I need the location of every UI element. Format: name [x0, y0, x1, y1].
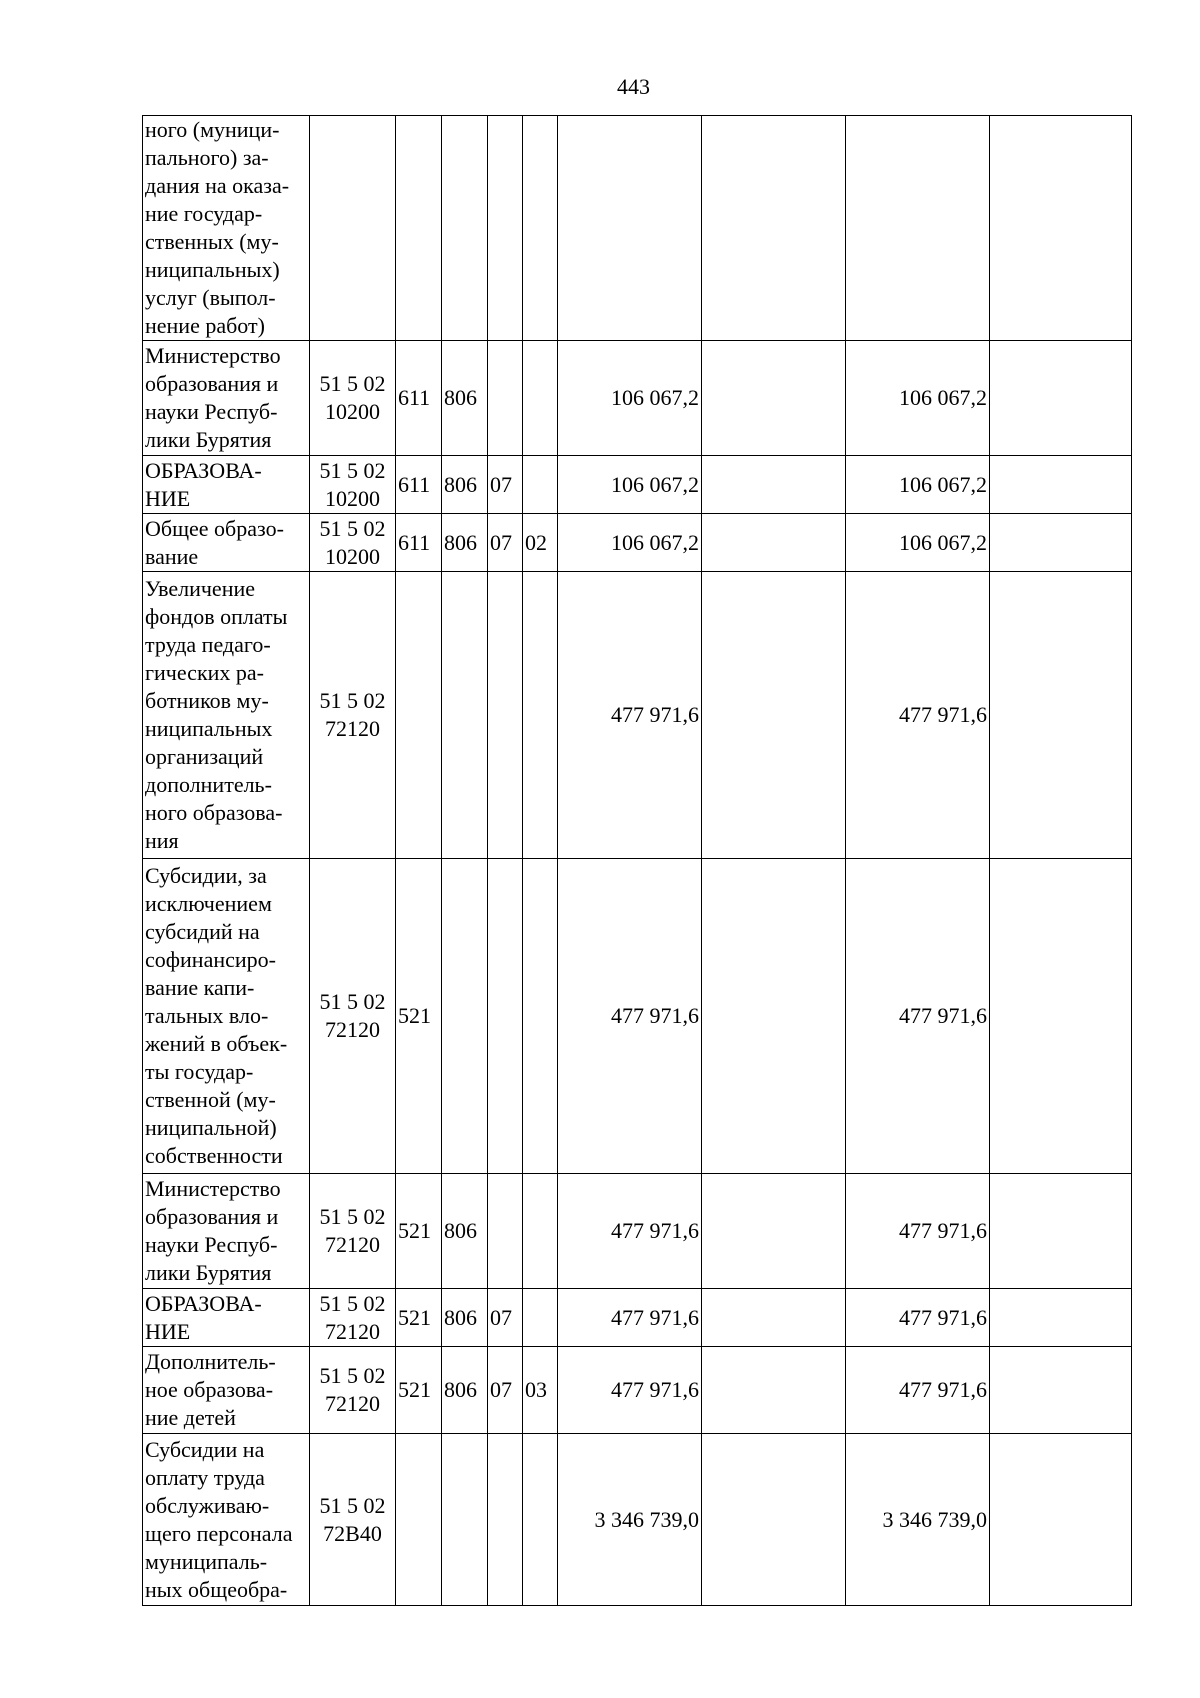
- row-name-line: ных общеобра-: [145, 1576, 288, 1602]
- row-name-line: муниципаль-: [145, 1548, 268, 1574]
- row-name-line: ние детей: [145, 1405, 236, 1430]
- row-name-line: образования и: [145, 371, 279, 396]
- expense-type-cell: [396, 116, 442, 341]
- amount-cell: 477 971,6: [846, 572, 990, 859]
- row-name-line: ного (муници-: [145, 117, 280, 142]
- section-cell: 07: [488, 1289, 523, 1347]
- target-code-cell: [310, 1174, 396, 1289]
- row-name-line: ботников му-: [145, 688, 269, 713]
- row-name-line: НИЕ: [145, 1318, 191, 1344]
- row-name-line: ОБРАЗОВА-: [145, 1290, 262, 1316]
- target-code-line: 10200: [325, 485, 380, 511]
- subsection-cell: [523, 456, 558, 514]
- expense-type-cell: 611: [396, 341, 442, 456]
- row-name-line: жений в объек-: [145, 1031, 288, 1056]
- target-code-line: 10200: [325, 399, 380, 424]
- amount-cell: [702, 116, 846, 341]
- amount-cell: 106 067,2: [558, 456, 702, 514]
- section-cell: 07: [488, 456, 523, 514]
- row-name-line: услуг (выпол-: [145, 285, 276, 310]
- expense-type-cell: [396, 1434, 442, 1606]
- row-name-cell: [143, 572, 310, 859]
- amount-cell: 477 971,6: [558, 1174, 702, 1289]
- row-name-line: ное образова-: [145, 1377, 274, 1402]
- table-row: [143, 859, 1132, 1174]
- section-cell: [488, 859, 523, 1174]
- target-code-cell: [310, 572, 396, 859]
- row-name-line: исключением: [145, 891, 272, 916]
- amount-cell: [702, 859, 846, 1174]
- target-code-line: 72120: [325, 716, 380, 741]
- row-name-cell: [143, 1289, 310, 1347]
- target-code-line: 72120: [325, 1318, 380, 1344]
- row-name-line: оплату труда: [145, 1464, 265, 1490]
- target-code-line: 72120: [325, 1232, 380, 1257]
- amount-cell: 477 971,6: [558, 1289, 702, 1347]
- row-name-line: ственной (му-: [145, 1087, 276, 1112]
- ministry-code-cell: 806: [442, 1289, 488, 1347]
- target-code-line: 51 5 02: [319, 1363, 386, 1388]
- table-row: [143, 514, 1132, 572]
- expense-type-cell: 521: [396, 1289, 442, 1347]
- row-name-line: труда педаго-: [145, 632, 271, 657]
- target-code-line: 51 5 02: [319, 457, 386, 483]
- row-name-line: Увеличение: [145, 576, 256, 601]
- subsection-cell: 03: [523, 1347, 558, 1434]
- subsection-cell: [523, 341, 558, 456]
- table-row: [143, 1434, 1132, 1606]
- section-cell: 07: [488, 514, 523, 572]
- expense-type-cell: 611: [396, 514, 442, 572]
- amount-cell: 477 971,6: [558, 859, 702, 1174]
- section-cell: 07: [488, 1347, 523, 1434]
- expense-type-cell: 521: [396, 1174, 442, 1289]
- row-name-cell: [143, 514, 310, 572]
- amount-cell: [702, 572, 846, 859]
- amount-cell: [702, 1174, 846, 1289]
- amount-cell: 477 971,6: [846, 1174, 990, 1289]
- target-code-cell: [310, 456, 396, 514]
- amount-cell: 106 067,2: [846, 514, 990, 572]
- target-code-cell: [310, 116, 396, 341]
- ministry-code-cell: 806: [442, 456, 488, 514]
- row-name-line: Общее образо-: [145, 515, 284, 541]
- section-cell: [488, 341, 523, 456]
- target-code-line: 51 5 02: [319, 1290, 386, 1316]
- amount-cell: 3 346 739,0: [558, 1434, 702, 1606]
- amount-cell: 3 346 739,0: [846, 1434, 990, 1606]
- target-code-line: 51 5 02: [319, 989, 386, 1014]
- amount-cell: [990, 572, 1132, 859]
- table-row: [143, 1174, 1132, 1289]
- amount-cell: [702, 1434, 846, 1606]
- row-name-line: дополнитель-: [145, 772, 272, 797]
- subsection-cell: [523, 116, 558, 341]
- row-name-line: ния: [145, 828, 179, 853]
- row-name-line: щего персонала: [145, 1520, 293, 1546]
- target-code-line: 51 5 02: [319, 515, 386, 541]
- amount-cell: [990, 1174, 1132, 1289]
- expense-type-cell: 611: [396, 456, 442, 514]
- target-code-line: 10200: [325, 543, 380, 569]
- amount-cell: [990, 116, 1132, 341]
- row-name-line: обслуживаю-: [145, 1492, 270, 1518]
- row-name-line: фондов оплаты: [145, 604, 288, 629]
- row-name-cell: [143, 859, 310, 1174]
- row-name-line: субсидий на: [145, 919, 260, 944]
- page-number: 443: [617, 74, 650, 99]
- row-name-line: ниципальных): [145, 257, 280, 282]
- row-name-line: нение работ): [145, 313, 265, 338]
- target-code-line: 51 5 02: [319, 1492, 386, 1518]
- row-name-line: ниципальной): [145, 1115, 277, 1140]
- amount-cell: 477 971,6: [846, 1347, 990, 1434]
- row-name-line: ного образова-: [145, 800, 283, 825]
- target-code-cell: [310, 1434, 396, 1606]
- expense-type-cell: 521: [396, 1347, 442, 1434]
- row-name-line: Субсидии, за: [145, 863, 267, 888]
- ministry-code-cell: [442, 572, 488, 859]
- row-name-line: лики Бурятия: [145, 1260, 272, 1285]
- row-name-line: образования и: [145, 1204, 279, 1229]
- row-name-cell: [143, 1174, 310, 1289]
- amount-cell: [702, 1289, 846, 1347]
- ministry-code-cell: 806: [442, 341, 488, 456]
- amount-cell: [558, 116, 702, 341]
- amount-cell: [990, 1289, 1132, 1347]
- ministry-code-cell: [442, 859, 488, 1174]
- row-name-line: гических ра-: [145, 660, 264, 685]
- amount-cell: [990, 1434, 1132, 1606]
- row-name-line: организаций: [145, 744, 264, 769]
- amount-cell: 477 971,6: [846, 859, 990, 1174]
- row-name-line: науки Респуб-: [145, 1232, 278, 1257]
- row-name-line: пального) за-: [145, 145, 269, 170]
- section-cell: [488, 572, 523, 859]
- ministry-code-cell: 806: [442, 514, 488, 572]
- amount-cell: [702, 514, 846, 572]
- amount-cell: 106 067,2: [558, 514, 702, 572]
- amount-cell: 477 971,6: [846, 1289, 990, 1347]
- subsection-cell: [523, 1289, 558, 1347]
- row-name-cell: [143, 1434, 310, 1606]
- ministry-code-cell: [442, 1434, 488, 1606]
- table-row: [143, 1347, 1132, 1434]
- budget-table: [142, 115, 1132, 1606]
- target-code-cell: [310, 1289, 396, 1347]
- target-code-cell: [310, 859, 396, 1174]
- target-code-cell: [310, 514, 396, 572]
- row-name-line: ние государ-: [145, 201, 263, 226]
- amount-cell: [702, 341, 846, 456]
- row-name-line: Министерство: [145, 343, 281, 368]
- amount-cell: [990, 514, 1132, 572]
- amount-cell: [990, 456, 1132, 514]
- amount-cell: [990, 1347, 1132, 1434]
- row-name-cell: [143, 1347, 310, 1434]
- subsection-cell: [523, 572, 558, 859]
- subsection-cell: [523, 1174, 558, 1289]
- row-name-line: лики Бурятия: [145, 427, 272, 452]
- target-code-line: 51 5 02: [319, 1204, 386, 1229]
- subsection-cell: [523, 859, 558, 1174]
- table-row: [143, 572, 1132, 859]
- row-name-cell: [143, 341, 310, 456]
- row-name-line: НИЕ: [145, 485, 191, 511]
- table-row: [143, 1289, 1132, 1347]
- row-name-line: ниципальных: [145, 716, 273, 741]
- row-name-cell: [143, 116, 310, 341]
- target-code-line: 51 5 02: [319, 688, 386, 713]
- amount-cell: 477 971,6: [558, 572, 702, 859]
- row-name-line: Министерство: [145, 1176, 281, 1201]
- subsection-cell: [523, 1434, 558, 1606]
- amount-cell: 477 971,6: [558, 1347, 702, 1434]
- amount-cell: [990, 859, 1132, 1174]
- section-cell: [488, 1434, 523, 1606]
- row-name-line: ственных (му-: [145, 229, 279, 254]
- row-name-line: Дополнитель-: [145, 1349, 276, 1374]
- expense-type-cell: 521: [396, 859, 442, 1174]
- amount-cell: [702, 456, 846, 514]
- target-code-line: 72120: [325, 1391, 380, 1416]
- subsection-cell: 02: [523, 514, 558, 572]
- row-name-line: софинансиро-: [145, 947, 276, 972]
- amount-cell: [702, 1347, 846, 1434]
- ministry-code-cell: [442, 116, 488, 341]
- row-name-line: Субсидии на: [145, 1436, 265, 1462]
- target-code-line: 51 5 02: [319, 371, 386, 396]
- table-row: [143, 116, 1132, 341]
- target-code-line: 72В40: [323, 1520, 382, 1546]
- expense-type-cell: [396, 572, 442, 859]
- row-name-line: ОБРАЗОВА-: [145, 457, 262, 483]
- table-row: [143, 341, 1132, 456]
- ministry-code-cell: 806: [442, 1347, 488, 1434]
- section-cell: [488, 116, 523, 341]
- ministry-code-cell: 806: [442, 1174, 488, 1289]
- target-code-line: 72120: [325, 1017, 380, 1042]
- amount-cell: [990, 341, 1132, 456]
- amount-cell: 106 067,2: [846, 456, 990, 514]
- row-name-line: дания на оказа-: [145, 173, 290, 198]
- row-name-line: тальных вло-: [145, 1003, 269, 1028]
- table-body: [143, 116, 1132, 1606]
- target-code-cell: [310, 1347, 396, 1434]
- amount-cell: [846, 116, 990, 341]
- target-code-cell: [310, 341, 396, 456]
- row-name-line: вание: [145, 543, 199, 569]
- row-name-line: науки Респуб-: [145, 399, 278, 424]
- row-name-cell: [143, 456, 310, 514]
- table-row: [143, 456, 1132, 514]
- amount-cell: 106 067,2: [846, 341, 990, 456]
- row-name-line: вание капи-: [145, 975, 255, 1000]
- amount-cell: 106 067,2: [558, 341, 702, 456]
- row-name-line: ты государ-: [145, 1059, 254, 1084]
- section-cell: [488, 1174, 523, 1289]
- row-name-line: собственности: [145, 1143, 283, 1168]
